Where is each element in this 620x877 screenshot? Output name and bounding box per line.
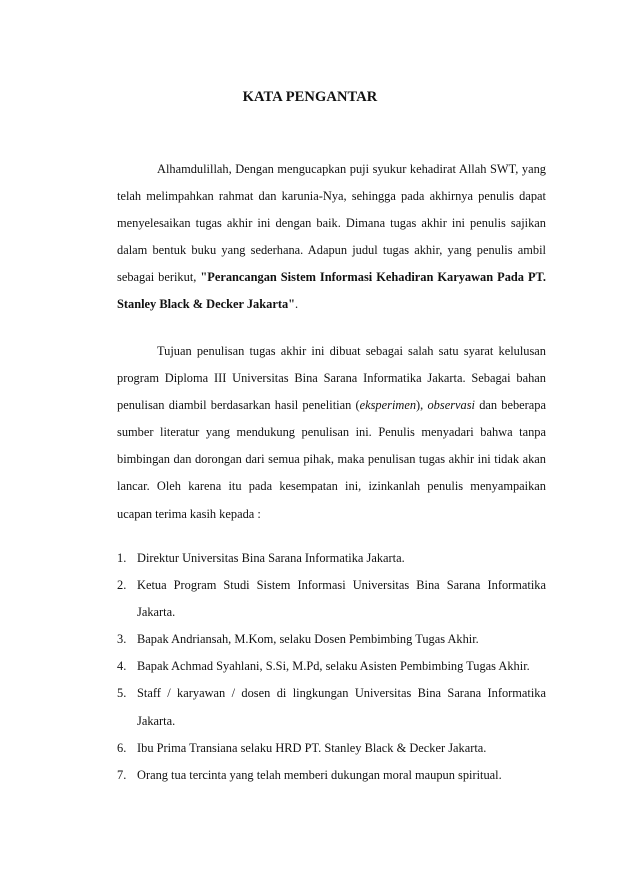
list-item-text: Bapak Andriansah, M.Kom, selaku Dosen Pembimbing Tugas Akhir. <box>137 632 479 647</box>
list-item-number: 3. <box>117 632 127 647</box>
list-item <box>117 545 546 572</box>
list-item-number: 7. <box>117 767 127 782</box>
paragraph-purpose-text-b: ), <box>416 398 428 413</box>
list-item <box>117 572 546 626</box>
paragraph-introduction-end: . <box>295 297 299 312</box>
thesis-title: "Perancangan Sistem Informasi Kehadiran Karyawan Pada PT. Stanley Black & Decker Jakarta" <box>117 270 547 312</box>
paragraph-introduction <box>117 156 546 319</box>
list-item-text: Orang tua tercinta yang telah memberi dukungan moral maupun spiritual. <box>137 767 502 782</box>
paragraph-introduction-text: Alhamdulillah, Dengan mengucapkan puji syukur kehadirat Allah SWT, yang telah melimpahkan rahmat dan karunia-Nya, sehingga pada akhirnya penulis dapat menyelesaikan tugas akhir ini dengan baik. Dimana tugas akhir ini penulis sajikan dalam bentuk buku yang sederhana. Adapun judul tugas akhir, yang penulis ambil sebagai berikut, <box>117 162 546 285</box>
list-item <box>117 680 546 734</box>
paragraph-purpose <box>117 338 546 528</box>
italic-term-eksperimen: eksperimen <box>359 398 417 413</box>
list-item-text: Ketua Program Studi Sistem Informasi Universitas Bina Sarana Informatika Jakarta. <box>137 578 546 620</box>
italic-term-observasi: observasi <box>427 398 475 413</box>
paragraph-purpose-text-c: dan beberapa sumber literatur yang mendukung penulisan ini. Penulis menyadari bahwa tanpa bimbingan dan dorongan dari semua pihak, maka penulisan tugas akhir ini tidak akan lancar. Oleh karena itu pada kesempatan ini, izinkanlah penulis menyampaikan ucapan terima kasih kepada : <box>117 398 546 521</box>
list-item-number: 6. <box>117 740 127 755</box>
list-item-number: 2. <box>117 578 127 593</box>
list-item-text: Ibu Prima Transiana selaku HRD PT. Stanley Black & Decker Jakarta. <box>137 740 487 755</box>
list-item-number: 5. <box>117 686 127 701</box>
list-item-number: 1. <box>117 551 127 565</box>
list-item <box>117 735 546 762</box>
list-item-text: Bapak Achmad Syahlani, S.Si, M.Pd, selaku Asisten Pembimbing Tugas Akhir. <box>137 659 530 674</box>
acknowledgement-list <box>117 545 546 789</box>
page-title: KATA PENGANTAR <box>242 89 378 105</box>
list-item-text: Staff / karyawan / dosen di lingkungan Universitas Bina Sarana Informatika Jakarta. <box>137 686 546 728</box>
list-item <box>117 762 546 789</box>
list-item-text: Direktur Universitas Bina Sarana Informatika Jakarta. <box>137 551 405 565</box>
list-item-number: 4. <box>117 659 127 674</box>
paragraph-purpose-text-a: Tujuan penulisan tugas akhir ini dibuat sebagai salah satu syarat kelulusan program Diploma III Universitas Bina Sarana Informatika Jakarta. Sebagai bahan penulisan diambil berdasarkan hasil penelitian ( <box>117 344 546 413</box>
list-item <box>117 626 546 653</box>
list-item <box>117 653 546 680</box>
